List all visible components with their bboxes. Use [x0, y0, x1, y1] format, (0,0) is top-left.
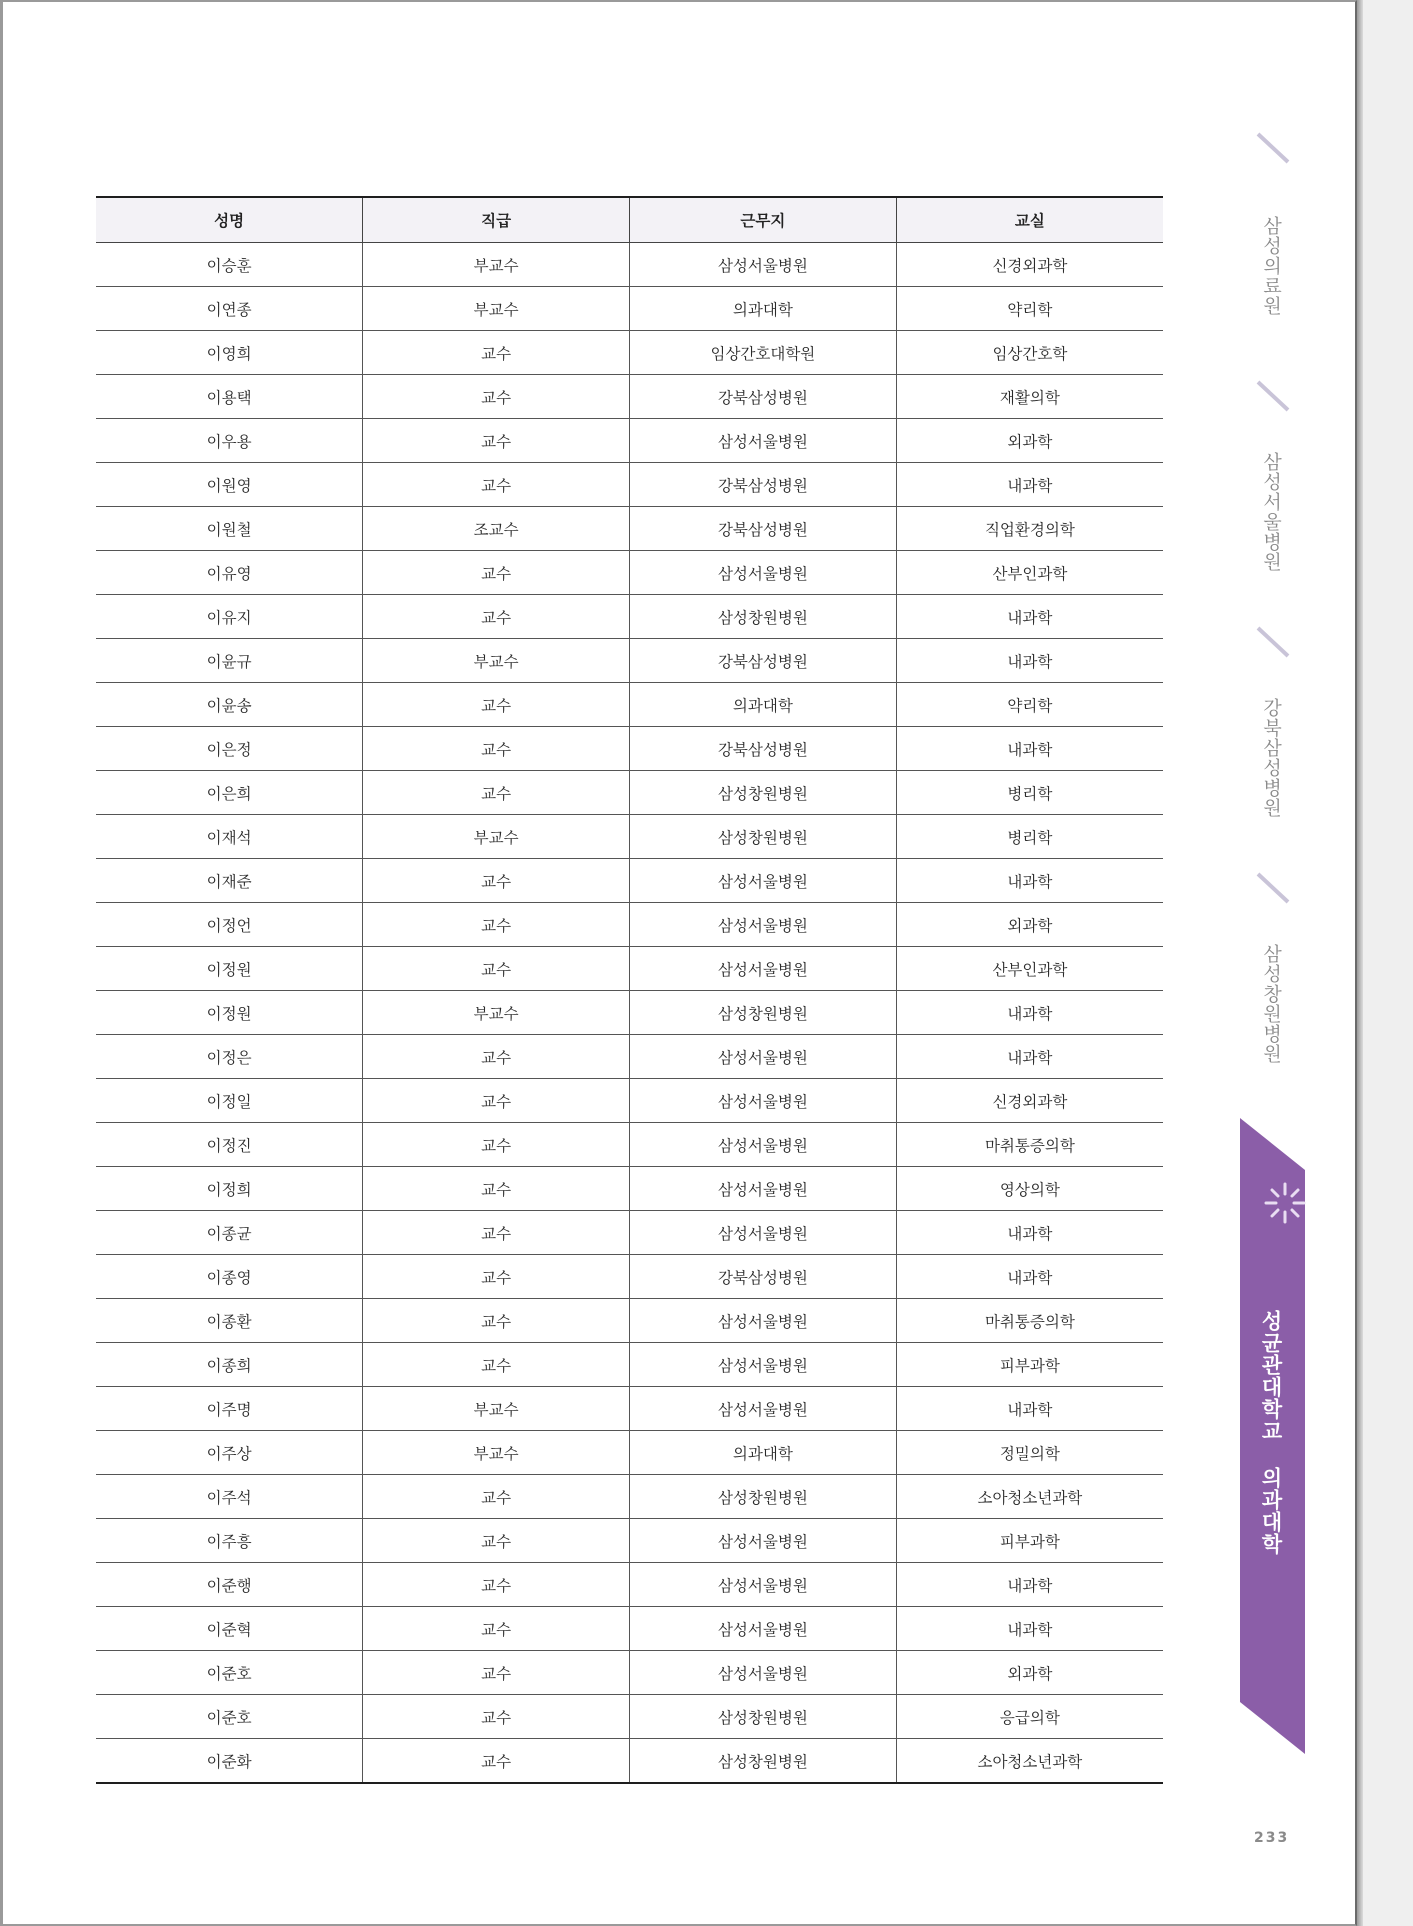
cell-name: 이연종: [96, 287, 363, 331]
cell-rank: 교수: [363, 331, 630, 375]
cell-workplace: 의과대학: [630, 683, 897, 727]
cell-rank: 교수: [363, 859, 630, 903]
cell-rank: 부교수: [363, 287, 630, 331]
table-row: [96, 683, 1163, 727]
cell-department: 병리학: [896, 815, 1163, 859]
cell-department: 피부과학: [896, 1519, 1163, 1563]
cell-rank: 부교수: [363, 639, 630, 683]
cell-workplace: 삼성창원병원: [630, 595, 897, 639]
cell-workplace: 삼성서울병원: [630, 859, 897, 903]
cell-workplace: 삼성서울병원: [630, 1563, 897, 1607]
side-tab-label: 삼성의료원: [1260, 216, 1282, 316]
cell-department: 외과학: [896, 419, 1163, 463]
cell-workplace: 삼성서울병원: [630, 551, 897, 595]
cell-workplace: 삼성창원병원: [630, 991, 897, 1035]
cell-name: 이주상: [96, 1431, 363, 1475]
cell-workplace: 강북삼성병원: [630, 463, 897, 507]
cell-name: 이준행: [96, 1563, 363, 1607]
cell-rank: 부교수: [363, 1431, 630, 1475]
table-row: [96, 639, 1163, 683]
cell-department: 약리학: [896, 683, 1163, 727]
cell-department: 소아청소년과학: [896, 1475, 1163, 1519]
cell-department: 내과학: [896, 1387, 1163, 1431]
cell-rank: 교수: [363, 1343, 630, 1387]
cell-department: 외과학: [896, 903, 1163, 947]
cell-department: 산부인과학: [896, 551, 1163, 595]
table-row: [96, 1475, 1163, 1519]
cell-department: 내과학: [896, 1607, 1163, 1651]
cell-rank: 부교수: [363, 815, 630, 859]
side-tab-label: 강북삼성병원: [1260, 698, 1282, 818]
cell-rank: 교수: [363, 727, 630, 771]
cell-name: 이정일: [96, 1079, 363, 1123]
cell-rank: 교수: [363, 947, 630, 991]
cell-workplace: 삼성서울병원: [630, 1607, 897, 1651]
cell-workplace: 삼성서울병원: [630, 1651, 897, 1695]
cell-name: 이정원: [96, 991, 363, 1035]
page-number: 233: [1254, 1830, 1290, 1846]
cell-name: 이주명: [96, 1387, 363, 1431]
cell-name: 이유지: [96, 595, 363, 639]
header-department: 교실: [896, 197, 1163, 243]
cell-rank: 조교수: [363, 507, 630, 551]
cell-name: 이원영: [96, 463, 363, 507]
page-edge-shadow: [1357, 0, 1363, 1926]
cell-rank: 교수: [363, 463, 630, 507]
cell-workplace: 삼성서울병원: [630, 1299, 897, 1343]
cell-rank: 교수: [363, 1035, 630, 1079]
cell-rank: 교수: [363, 551, 630, 595]
cell-name: 이정진: [96, 1123, 363, 1167]
cell-workplace: 삼성서울병원: [630, 1343, 897, 1387]
cell-workplace: 삼성서울병원: [630, 243, 897, 287]
slash-divider-icon: [1256, 872, 1296, 906]
table-row: [96, 375, 1163, 419]
cell-department: 병리학: [896, 771, 1163, 815]
cell-rank: 부교수: [363, 991, 630, 1035]
table-row: [96, 1431, 1163, 1475]
cell-department: 마취통증의학: [896, 1299, 1163, 1343]
cell-rank: 교수: [363, 683, 630, 727]
cell-department: 신경외과학: [896, 243, 1163, 287]
cell-workplace: 삼성창원병원: [630, 1475, 897, 1519]
cell-department: 신경외과학: [896, 1079, 1163, 1123]
cell-name: 이종영: [96, 1255, 363, 1299]
table-row: [96, 815, 1163, 859]
cell-workplace: 의과대학: [630, 1431, 897, 1475]
cell-rank: 교수: [363, 1211, 630, 1255]
table-row: [96, 463, 1163, 507]
cell-name: 이은정: [96, 727, 363, 771]
slash-divider-icon: [1256, 380, 1296, 414]
cell-rank: 교수: [363, 1739, 630, 1784]
header-workplace: 근무지: [630, 197, 897, 243]
cell-name: 이정희: [96, 1167, 363, 1211]
cell-workplace: 강북삼성병원: [630, 375, 897, 419]
cell-name: 이윤송: [96, 683, 363, 727]
cell-department: 마취통증의학: [896, 1123, 1163, 1167]
side-tab-label: 삼성창원병원: [1260, 944, 1282, 1064]
starburst-icon: [1262, 1180, 1308, 1226]
cell-workplace: 삼성서울병원: [630, 1035, 897, 1079]
cell-name: 이영희: [96, 331, 363, 375]
table-row: [96, 1167, 1163, 1211]
cell-workplace: 삼성서울병원: [630, 903, 897, 947]
slash-divider-icon: [1256, 626, 1296, 660]
cell-workplace: 삼성서울병원: [630, 1387, 897, 1431]
cell-rank: 교수: [363, 1123, 630, 1167]
cell-name: 이준호: [96, 1651, 363, 1695]
table-header-row: [96, 197, 1163, 243]
cell-rank: 교수: [363, 419, 630, 463]
cell-rank: 부교수: [363, 243, 630, 287]
cell-name: 이승훈: [96, 243, 363, 287]
cell-rank: 교수: [363, 771, 630, 815]
cell-name: 이주석: [96, 1475, 363, 1519]
cell-workplace: 강북삼성병원: [630, 727, 897, 771]
cell-name: 이재석: [96, 815, 363, 859]
cell-department: 피부과학: [896, 1343, 1163, 1387]
cell-name: 이원철: [96, 507, 363, 551]
cell-department: 직업환경의학: [896, 507, 1163, 551]
table-row: [96, 1079, 1163, 1123]
table-row: [96, 1211, 1163, 1255]
cell-name: 이유영: [96, 551, 363, 595]
cell-department: 내과학: [896, 1035, 1163, 1079]
cell-workplace: 삼성서울병원: [630, 1123, 897, 1167]
cell-rank: 교수: [363, 1607, 630, 1651]
cell-department: 내과학: [896, 727, 1163, 771]
table-row: [96, 859, 1163, 903]
cell-department: 정밀의학: [896, 1431, 1163, 1475]
cell-name: 이윤규: [96, 639, 363, 683]
cell-department: 내과학: [896, 463, 1163, 507]
cell-rank: 교수: [363, 1167, 630, 1211]
cell-rank: 교수: [363, 1079, 630, 1123]
side-tab-active-label: 성균관대학교 의과대학: [1259, 1310, 1283, 1555]
cell-name: 이준호: [96, 1695, 363, 1739]
table-row: [96, 287, 1163, 331]
cell-department: 소아청소년과학: [896, 1739, 1163, 1784]
table-row: [96, 1739, 1163, 1784]
cell-department: 내과학: [896, 991, 1163, 1035]
table-row: [96, 727, 1163, 771]
table-row: [96, 1123, 1163, 1167]
cell-workplace: 삼성서울병원: [630, 419, 897, 463]
table-row: [96, 947, 1163, 991]
cell-workplace: 삼성서울병원: [630, 1079, 897, 1123]
cell-workplace: 삼성창원병원: [630, 1695, 897, 1739]
faculty-table: [96, 196, 1163, 1784]
cell-department: 내과학: [896, 1563, 1163, 1607]
table-row: [96, 551, 1163, 595]
side-tab-label: 삼성서울병원: [1260, 452, 1282, 572]
cell-workplace: 삼성서울병원: [630, 947, 897, 991]
cell-department: 임상간호학: [896, 331, 1163, 375]
table-row: [96, 1387, 1163, 1431]
table-row: [96, 1563, 1163, 1607]
cell-name: 이정은: [96, 1035, 363, 1079]
cell-name: 이재준: [96, 859, 363, 903]
cell-department: 내과학: [896, 639, 1163, 683]
cell-department: 재활의학: [896, 375, 1163, 419]
table-row: [96, 331, 1163, 375]
cell-name: 이용택: [96, 375, 363, 419]
cell-department: 산부인과학: [896, 947, 1163, 991]
cell-department: 내과학: [896, 859, 1163, 903]
cell-workplace: 삼성서울병원: [630, 1167, 897, 1211]
table-row: [96, 1299, 1163, 1343]
cell-workplace: 의과대학: [630, 287, 897, 331]
table-row: [96, 1695, 1163, 1739]
table-row: [96, 903, 1163, 947]
slash-divider-icon: [1256, 132, 1296, 166]
cell-department: 내과학: [896, 1211, 1163, 1255]
cell-name: 이은희: [96, 771, 363, 815]
cell-name: 이종환: [96, 1299, 363, 1343]
cell-department: 내과학: [896, 1255, 1163, 1299]
cell-name: 이정원: [96, 947, 363, 991]
cell-workplace: 삼성서울병원: [630, 1211, 897, 1255]
table-row: [96, 1651, 1163, 1695]
cell-name: 이우용: [96, 419, 363, 463]
header-name: 성명: [96, 197, 363, 243]
cell-department: 응급의학: [896, 1695, 1163, 1739]
cell-name: 이주흥: [96, 1519, 363, 1563]
cell-rank: 교수: [363, 1299, 630, 1343]
cell-rank: 교수: [363, 903, 630, 947]
cell-name: 이종희: [96, 1343, 363, 1387]
cell-workplace: 삼성창원병원: [630, 815, 897, 859]
cell-rank: 부교수: [363, 1387, 630, 1431]
table-row: [96, 595, 1163, 639]
table-row: [96, 1255, 1163, 1299]
cell-rank: 교수: [363, 1519, 630, 1563]
table-row: [96, 507, 1163, 551]
cell-rank: 교수: [363, 375, 630, 419]
table-row: [96, 771, 1163, 815]
table-body: [96, 243, 1163, 1784]
cell-rank: 교수: [363, 1255, 630, 1299]
table-row: [96, 1607, 1163, 1651]
table-row: [96, 991, 1163, 1035]
table-row: [96, 1519, 1163, 1563]
cell-workplace: 강북삼성병원: [630, 507, 897, 551]
cell-rank: 교수: [363, 1563, 630, 1607]
cell-workplace: 삼성창원병원: [630, 1739, 897, 1784]
header-rank: 직급: [363, 197, 630, 243]
cell-department: 약리학: [896, 287, 1163, 331]
cell-rank: 교수: [363, 1475, 630, 1519]
cell-name: 이준혁: [96, 1607, 363, 1651]
table-row: [96, 1035, 1163, 1079]
cell-department: 외과학: [896, 1651, 1163, 1695]
cell-department: 영상의학: [896, 1167, 1163, 1211]
table-row: [96, 419, 1163, 463]
cell-name: 이종균: [96, 1211, 363, 1255]
cell-workplace: 삼성서울병원: [630, 1519, 897, 1563]
cell-rank: 교수: [363, 595, 630, 639]
cell-name: 이정언: [96, 903, 363, 947]
cell-name: 이준화: [96, 1739, 363, 1784]
cell-rank: 교수: [363, 1695, 630, 1739]
cell-department: 내과학: [896, 595, 1163, 639]
cell-workplace: 삼성창원병원: [630, 771, 897, 815]
cell-rank: 교수: [363, 1651, 630, 1695]
cell-workplace: 임상간호대학원: [630, 331, 897, 375]
cell-workplace: 강북삼성병원: [630, 1255, 897, 1299]
cell-workplace: 강북삼성병원: [630, 639, 897, 683]
table-row: [96, 243, 1163, 287]
table-row: [96, 1343, 1163, 1387]
